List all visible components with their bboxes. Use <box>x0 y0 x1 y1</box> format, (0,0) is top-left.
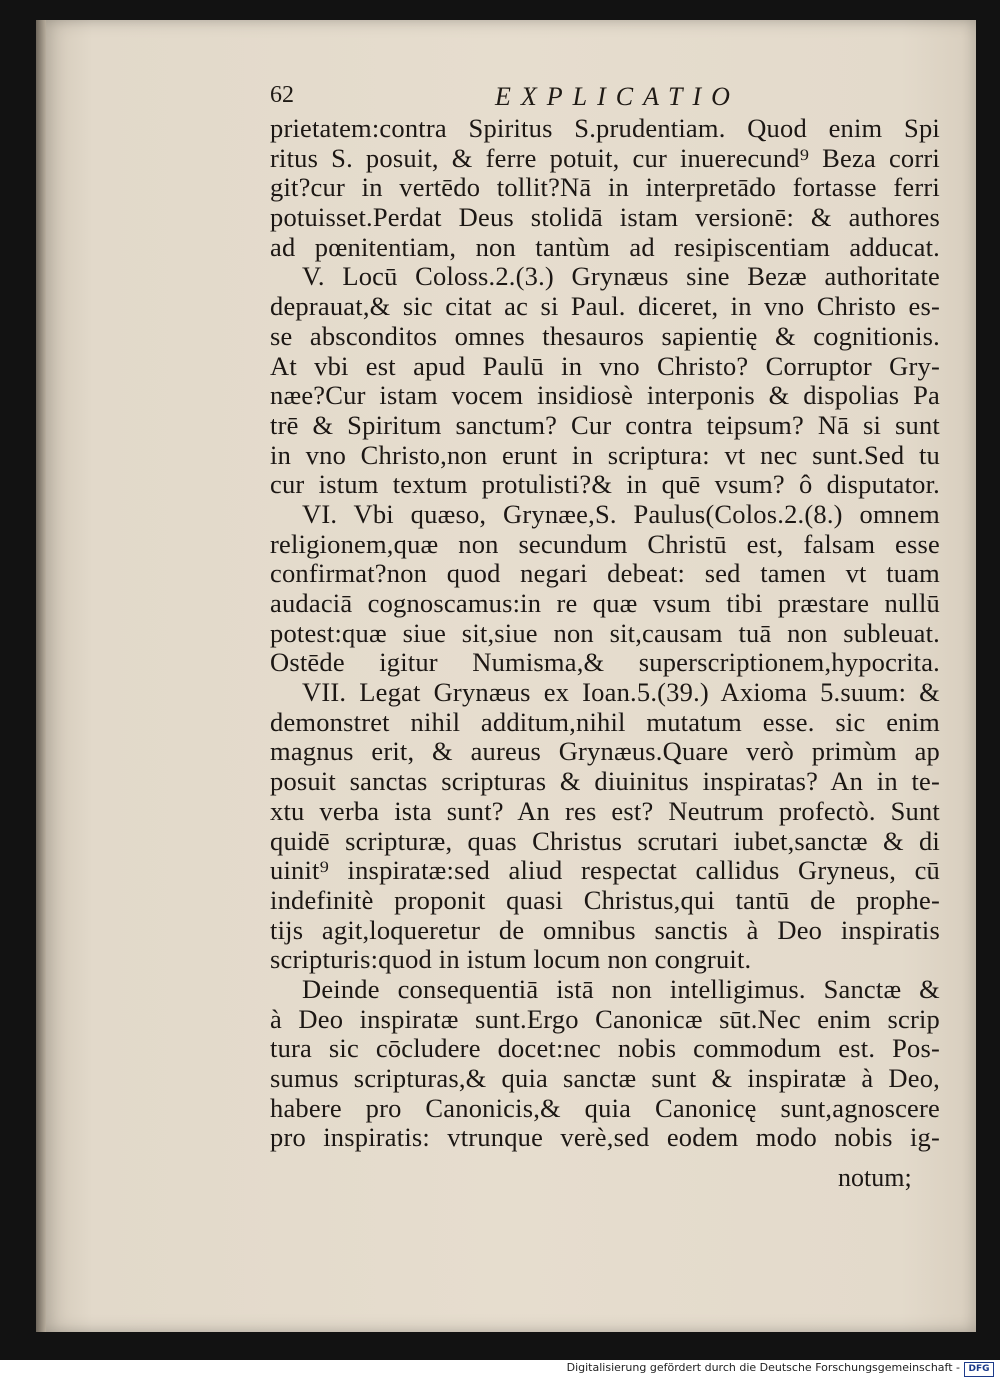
text-line: xtu verba ista sunt? An res est? Neutrum profectò. Sunt <box>270 795 940 826</box>
text-line: à Deo inspiratæ sunt.Ergo Canonicæ sūt.Nec enim scrip <box>270 1003 940 1034</box>
text-line: scripturis:quod in istum locum non congruit. <box>270 944 752 975</box>
text-line: tura sic cōcludere docet:nec nobis commodum est. Pos- <box>270 1033 940 1064</box>
text-line: Ostēde igitur Numisma,& superscriptionem,hypocrita. <box>270 647 940 678</box>
text-line: pro inspiratis: vtrunque verè,sed eodem modo nobis ig- <box>270 1122 940 1153</box>
text-line: potest:quæ siue sit,siue non sit,causam tuā non subleuat. <box>270 617 940 648</box>
text-line: git?cur in vertēdo tollit?Nā in interpretādo fortasse ferri <box>270 172 940 203</box>
text-line: audaciā cognoscamus:in re quæ vsum tibi præstare nullū <box>270 588 940 618</box>
text-line: religionem,quæ non secundum Christū est, falsam esse <box>270 528 940 559</box>
text-line: næe?Cur istam vocem insidiosè interponis & dispolias Pa <box>270 380 940 411</box>
body-text <box>270 114 940 1153</box>
text-line: tijs agit,loqueretur de omnibus sanctis à Deo inspiratis <box>270 914 940 945</box>
text-line: ad pœnitentiam, non tantùm ad resipiscentiam adducat. <box>270 231 940 262</box>
page-header <box>270 82 950 114</box>
page-gutter-shadow <box>36 20 46 1332</box>
text-line: in vno Christo,non erunt in scriptura: vt nec sunt.Sed tu <box>270 439 940 470</box>
digitization-footer <box>0 1360 1000 1378</box>
text-line: magnus erit, & aureus Grynæus.Quare verò primùm ap <box>270 736 940 767</box>
text-line: At vbi est apud Paulū in vno Christo? Corruptor Gry- <box>270 350 940 381</box>
text-line: potuisset.Perdat Deus stolidā istam versionē: & authores <box>270 202 940 233</box>
text-line: confirmat?non quod negari debeat: sed tamen vt tuam <box>270 558 940 589</box>
text-line: VI. Vbi quæso, Grynæe,S. Paulus(Colos.2.(8.) omnem <box>302 498 940 529</box>
text-line: Deinde consequentiā istā non intelligimus. Sanctæ & <box>302 973 940 1004</box>
text-line: cur istum textum protulisti?& in quē vsum? ô disputator. <box>270 469 940 500</box>
dfg-logo-icon: DFG <box>964 1362 994 1377</box>
page-number: 62 <box>270 82 294 108</box>
running-head: EXPLICATIO <box>495 82 740 111</box>
text-line: quidē scripturæ, quas Christus scrutari iubet,sanctæ & di <box>270 825 940 856</box>
text-line: indefinitè proponit quasi Christus,qui tantū de prophe- <box>270 884 940 915</box>
catchword: notum; <box>838 1163 912 1192</box>
text-line: uinit⁹ inspiratæ:sed aliud respectat callidus Gryneus, cū <box>270 855 940 886</box>
text-line: V. Locū Coloss.2.(3.) Grynæus sine Bezæ authoritate <box>302 261 940 292</box>
text-line: ritus S. posuit, & ferre potuit, cur inuerecund⁹ Beza corri <box>270 142 940 173</box>
funding-credit: Digitalisierung gefördert durch die Deutsche Forschungsgemeinschaft - <box>566 1361 960 1374</box>
text-line: VII. Legat Grynæus ex Ioan.5.(39.) Axioma 5.suum: & <box>302 677 940 708</box>
text-line: habere pro Canonicis,& quia Canonicę sunt,agnoscere <box>270 1092 940 1123</box>
text-line: sumus scripturas,& quia sanctæ sunt & inspiratæ à Deo, <box>270 1063 940 1093</box>
text-line: prietatem:contra Spiritus S.prudentiam. Quod enim Spi <box>270 113 940 143</box>
text-line: demonstret nihil additum,nihil mutatum esse. sic enim <box>270 706 940 737</box>
text-line: se absconditos omnes thesauros sapientię & cognitionis. <box>270 320 940 351</box>
text-line: trē & Spiritum sanctum? Cur contra teipsum? Nā si sunt <box>270 409 940 440</box>
text-line: posuit sanctas scripturas & diuinitus inspiratas? An in te- <box>270 766 940 797</box>
text-line: deprauat,& sic citat ac si Paul. diceret, in vno Christo es- <box>270 291 940 322</box>
